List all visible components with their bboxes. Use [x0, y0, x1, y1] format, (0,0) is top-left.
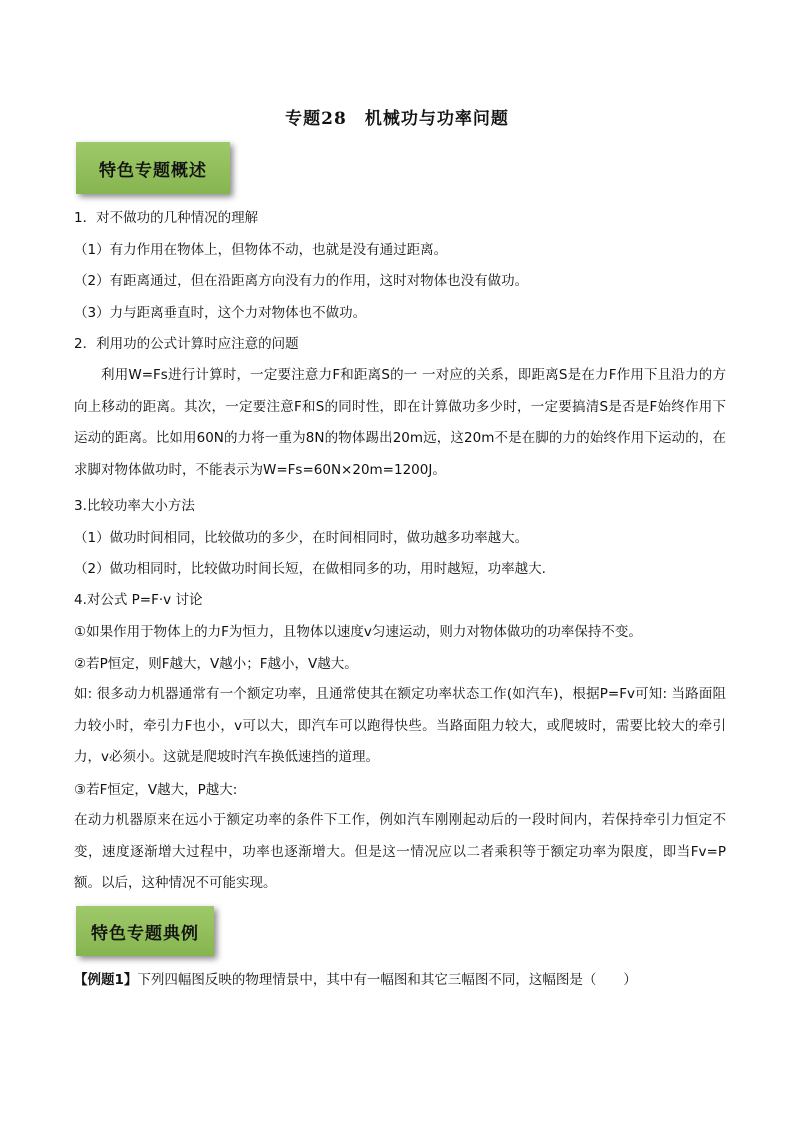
page-title: 专题28 机械功与功率问题 [285, 109, 509, 129]
list-item: （3）力与距离垂直时，这个力对物体也不做功。 [74, 305, 367, 321]
example-text: 下列四幅图反映的物理情景中，其中有一幅图和其它三幅图不同，这幅图是（ ） [137, 972, 637, 988]
heading-1: 1．对不做功的几种情况的理解 [74, 210, 259, 226]
list-item: （2）有距离通过，但在沿距离方向没有力的作用，这时对物体也没有做功。 [74, 273, 529, 289]
section-badge-overview: 特色专题概述 [76, 142, 230, 194]
list-item: ①如果作用于物体上的力F为恒力，且物体以速度v匀速运动，则力对物体做功的功率保持不变。 [74, 624, 642, 640]
list-item: （1）有力作用在物体上，但物体不动，也就是没有通过距离。 [74, 242, 448, 258]
example-label: 【例题1】 [74, 972, 138, 988]
paragraph-power-limit: 在动力机器原来在远小于额定功率的条件下工作，例如汽车刚刚起动后的一段时间内，若保持牵引力恒定不变，速度逐渐增大过程中，功率也逐渐增大。但是这一情况应以二者乘积等于额定功率为限度，即当Fv=P额。以后，这种情况不可能实现。 [74, 812, 726, 892]
list-item: ③若F恒定，V越大，P越大: [74, 782, 238, 798]
heading-3: 3.比较功率大小方法 [74, 498, 195, 514]
list-item: ②若P恒定，则F越大，V越小；F越小，V越大。 [74, 656, 358, 672]
paragraph-work-formula: 利用W=Fs进行计算时，一定要注意力F和距离S的一 一对应的关系，即距离S是在力F作用下且沿力的方向上移动的距离。其次，一定要注意F和S的同时性，即在计算做功多少时，一定要搞清S是否是F始终作用下运动的距离。比如用60N的力将一重为8N的物体踢出20m远，这20m不是在脚的力的始终作用下运动的，在求脚对物体做功时，不能表示为W=Fs=60N×20m=1200J。 [74, 367, 726, 478]
section-badge-examples: 特色专题典例 [76, 906, 214, 956]
paragraph-example-car: 如: 很多动力机器通常有一个额定功率，且通常使其在额定功率状态工作(如汽车)，根据P=Fv可知: 当路面阻力较小时，牵引力F也小，v可以大，即汽车可以跑得快些。当路面阻力较大，或爬坡时，需要比较大的牵引力，v必须小。这就是爬坡时汽车换低速挡的道理。 [74, 686, 726, 766]
list-item: （2）做功相同时，比较做功时间长短，在做相同多的功，用时越短，功率越大. [74, 561, 546, 577]
heading-2: 2．利用功的公式计算时应注意的问题 [74, 336, 299, 352]
list-item: （1）做功时间相同，比较做功的多少，在时间相同时，做功越多功率越大。 [74, 530, 529, 546]
heading-4: 4.对公式 P=F·v 讨论 [74, 592, 203, 608]
example-1 [74, 970, 724, 990]
